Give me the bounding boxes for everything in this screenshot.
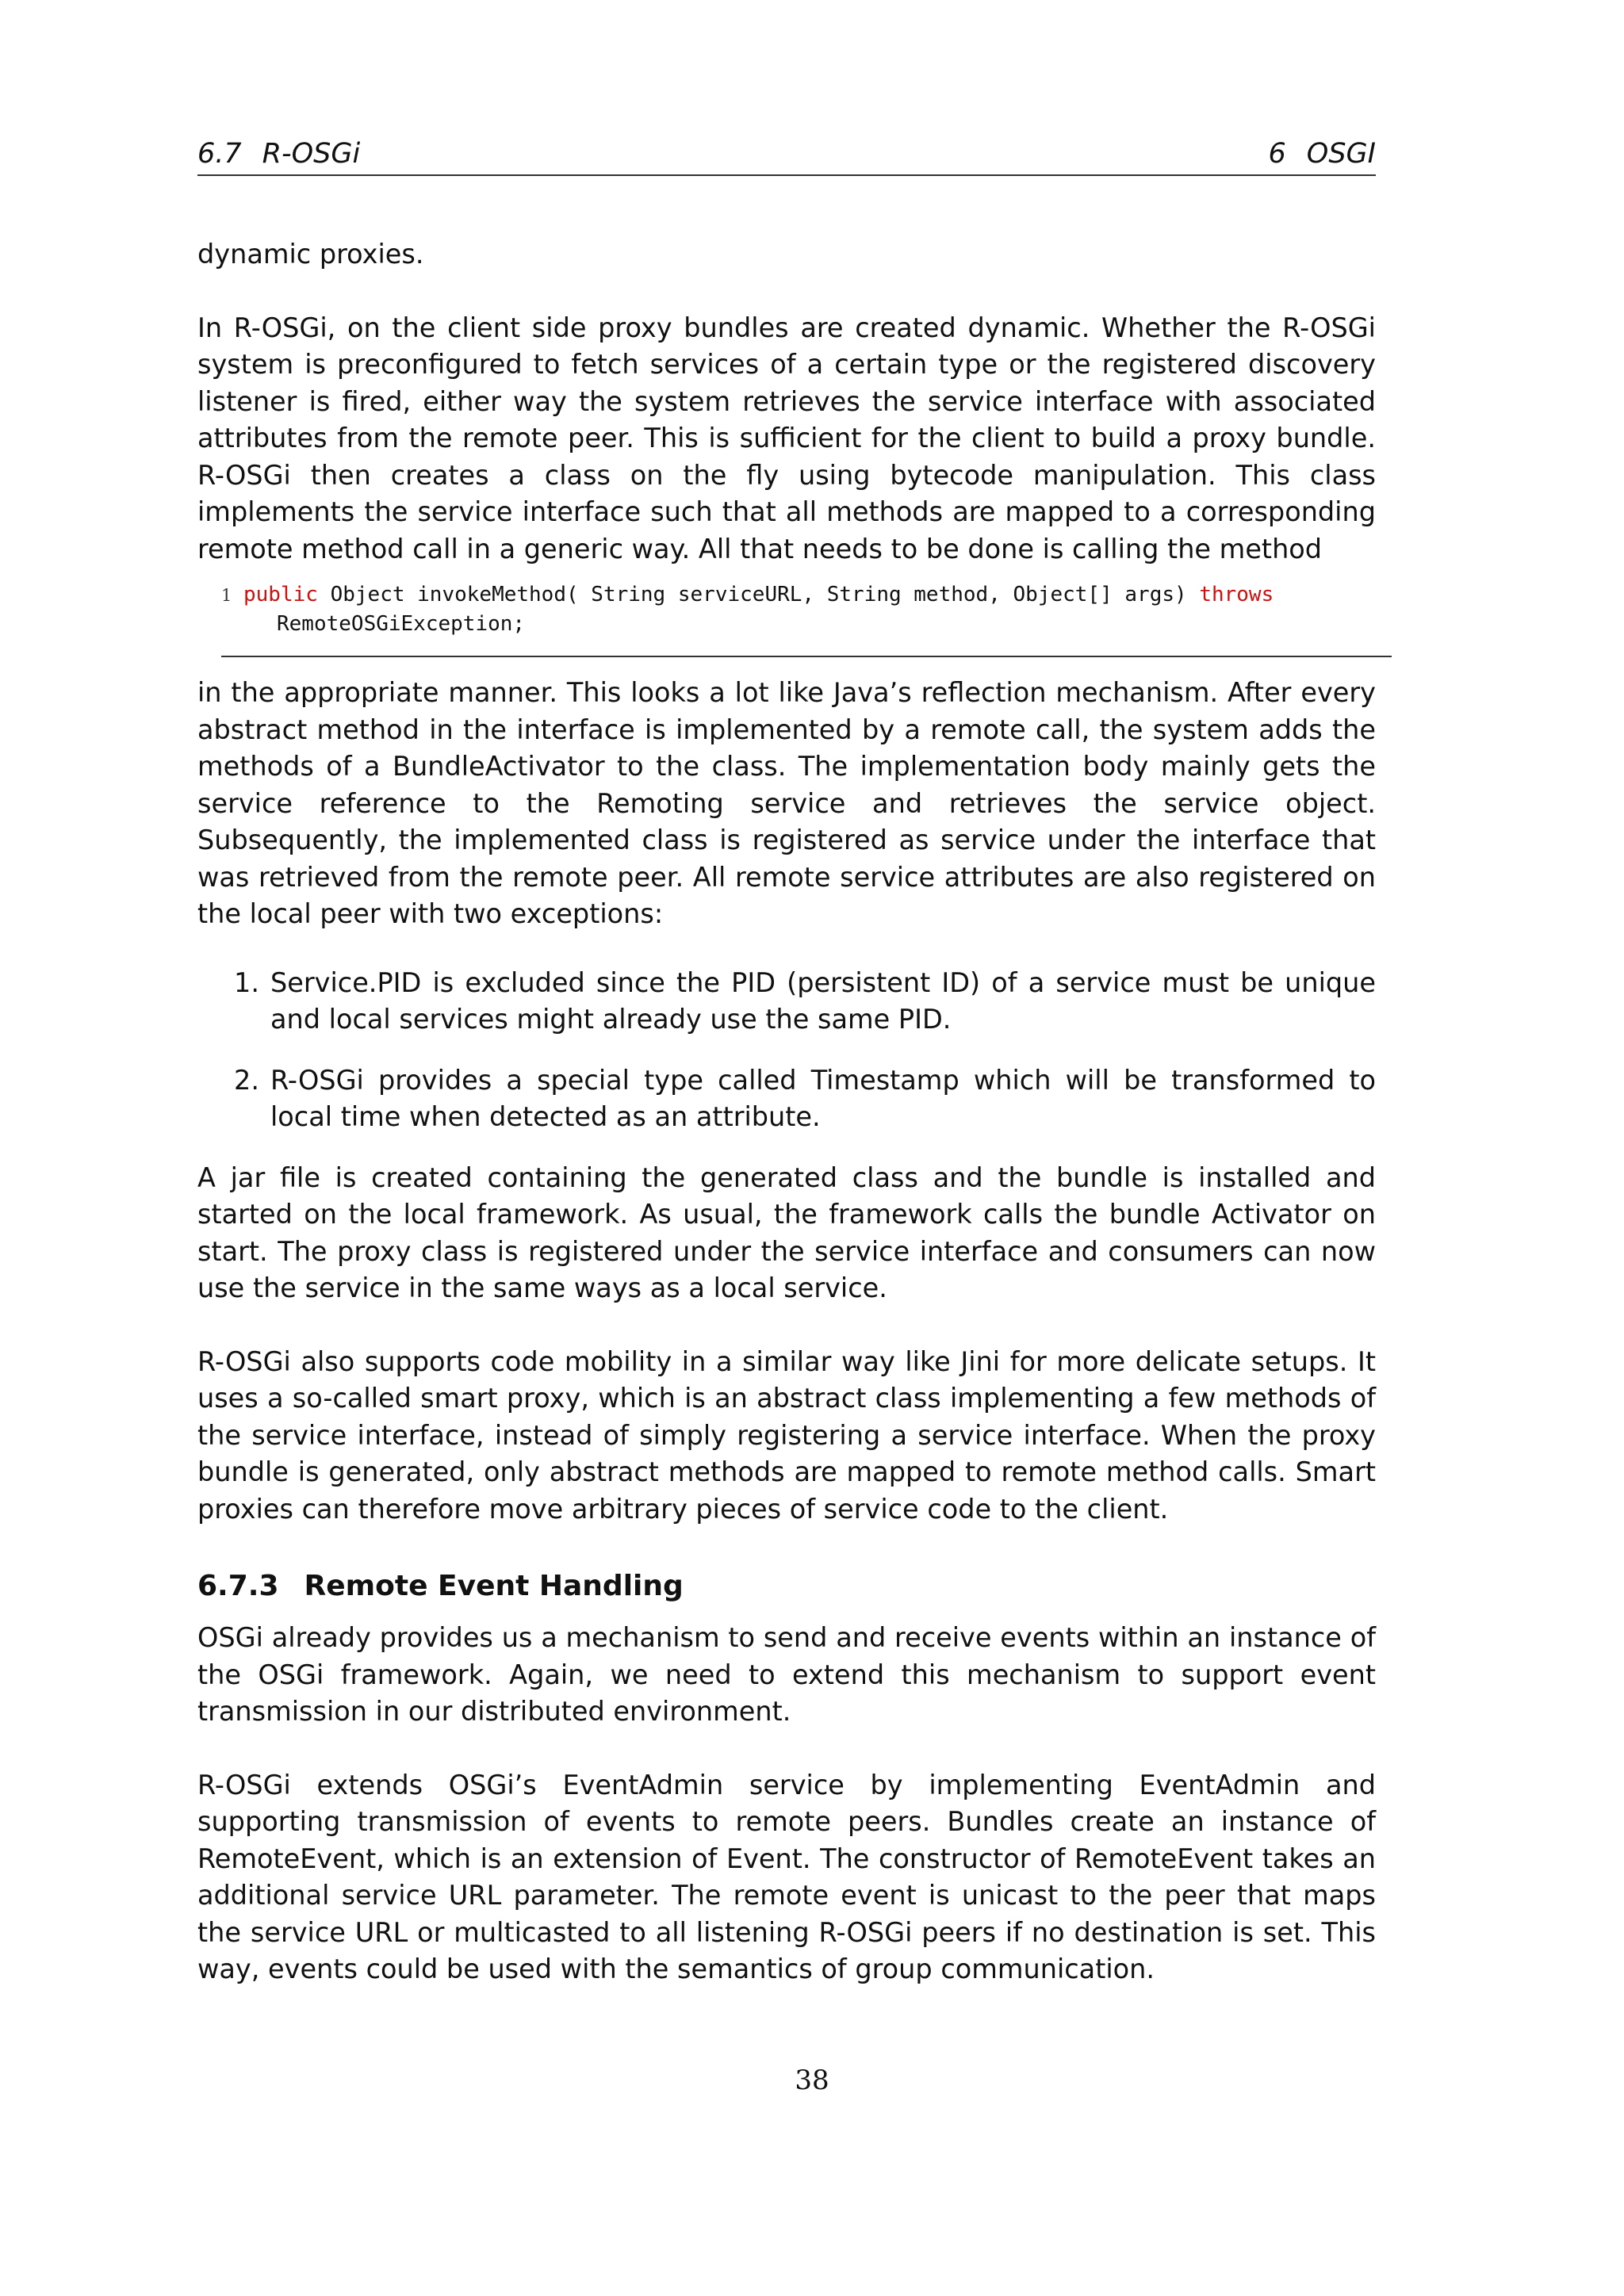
paragraph-osgi-events: OSGi already provides us a mechanism to send and receive events within an instance of the OSGi framework. Again, we need to extend this mechanism to support event transmission in our distributed environment.: [197, 1622, 1376, 1727]
list-item: [234, 1062, 1376, 1136]
header-left: [197, 133, 360, 174]
paragraph-eventadmin: R-OSGi extends OSGi’s EventAdmin service by implementing EventAdmin and supporting transmission of events to remote peers. Bundles create an instance of RemoteEvent, which is an extension of Event. The constructor of RemoteEvent takes an additional service URL parameter. The remote event is unicast to the peer that maps the service URL or multicasted to all listening R-OSGi peers if no destination is set. This way, events could be used with the semantics of group communication.: [197, 1769, 1376, 1984]
paragraph-dynamic-proxies: dynamic proxies.: [197, 239, 424, 270]
list-item-number: 2.: [234, 1064, 259, 1096]
subsection-title: Remote Event Handling: [304, 1570, 684, 1602]
paragraph-reflection: in the appropriate manner. This looks a lot like Java’s reflection mechanism. After every abstract method in the interface is implemented by a remote call, the system adds the methods of a BundleActivator to the class. The implementation body mainly gets the service reference to the Remoting service and retrieves the service object. Subsequently, the implemented class is registered as service under the interface that was retrieved from the remote peer. All remote service attributes are also registered on the local peer with two exceptions:: [197, 677, 1376, 929]
page-number: 38: [795, 2064, 829, 2096]
code-listing: [221, 580, 1392, 657]
code-keyword-throws: throws: [1199, 583, 1274, 607]
paragraph-code-mobility: R-OSGi also supports code mobility in a similar way like Jini for more delicate setups. It uses a so-called smart proxy, which is an abstract class implementing a few methods of the service interface, instead of simply registering a service interface. When the proxy bundle is generated, only abstract methods are mapped to remote method calls. Smart proxies can therefore move arbitrary pieces of service code to the client.: [197, 1345, 1376, 1525]
header-right: [1269, 133, 1377, 174]
main-text: [197, 236, 1376, 1988]
list-item: [234, 965, 1376, 1039]
running-header: [197, 133, 1376, 176]
code-signature: Object invokeMethod( String serviceURL, String method, Object[] args): [317, 583, 1200, 607]
header-section-title: R-OSGi: [262, 138, 361, 170]
header-chapter-number: 6: [1268, 138, 1286, 170]
code-continuation: RemoteOSGiException;: [277, 612, 526, 636]
code-keyword-public: public: [243, 583, 318, 607]
header-section-number: 6.7: [197, 138, 242, 170]
exceptions-list: [197, 965, 1376, 1136]
header-chapter-title: OSGI: [1306, 138, 1376, 170]
paragraph-jar-file: A jar file is created containing the generated class and the bundle is installed and started on the local framework. As usual, the framework calls the bundle Activator on start. The proxy class is registered under the service interface and consumers can now use the service in the same ways as a local service.: [197, 1161, 1376, 1303]
subsection-number: 6.7.3: [197, 1570, 279, 1602]
code-line-number: 1: [221, 586, 232, 605]
paragraph-proxy-bundles: In R-OSGi, on the client side proxy bundles are created dynamic. Whether the R-OSGi system is preconfigured to fetch services of a certain type or the registered discovery listener is fired, either way the system retrieves the service interface with associated attributes from the remote peer. This is sufficient for the client to build a proxy bundle. R-OSGi then creates a class on the fly using bytecode manipulation. This class implements the service interface such that all methods are mapped to a corresponding remote method call in a generic way. All that needs to be done is calling the method: [197, 312, 1376, 564]
subsection-heading: [197, 1567, 1376, 1605]
list-item-number: 1.: [234, 966, 259, 998]
list-item-text: Service.PID is excluded since the PID (persistent ID) of a service must be unique and local services might already use the same PID.: [270, 966, 1376, 1035]
list-item-text: R-OSGi provides a special type called Timestamp which will be transformed to local time when detected as an attribute.: [270, 1064, 1376, 1132]
